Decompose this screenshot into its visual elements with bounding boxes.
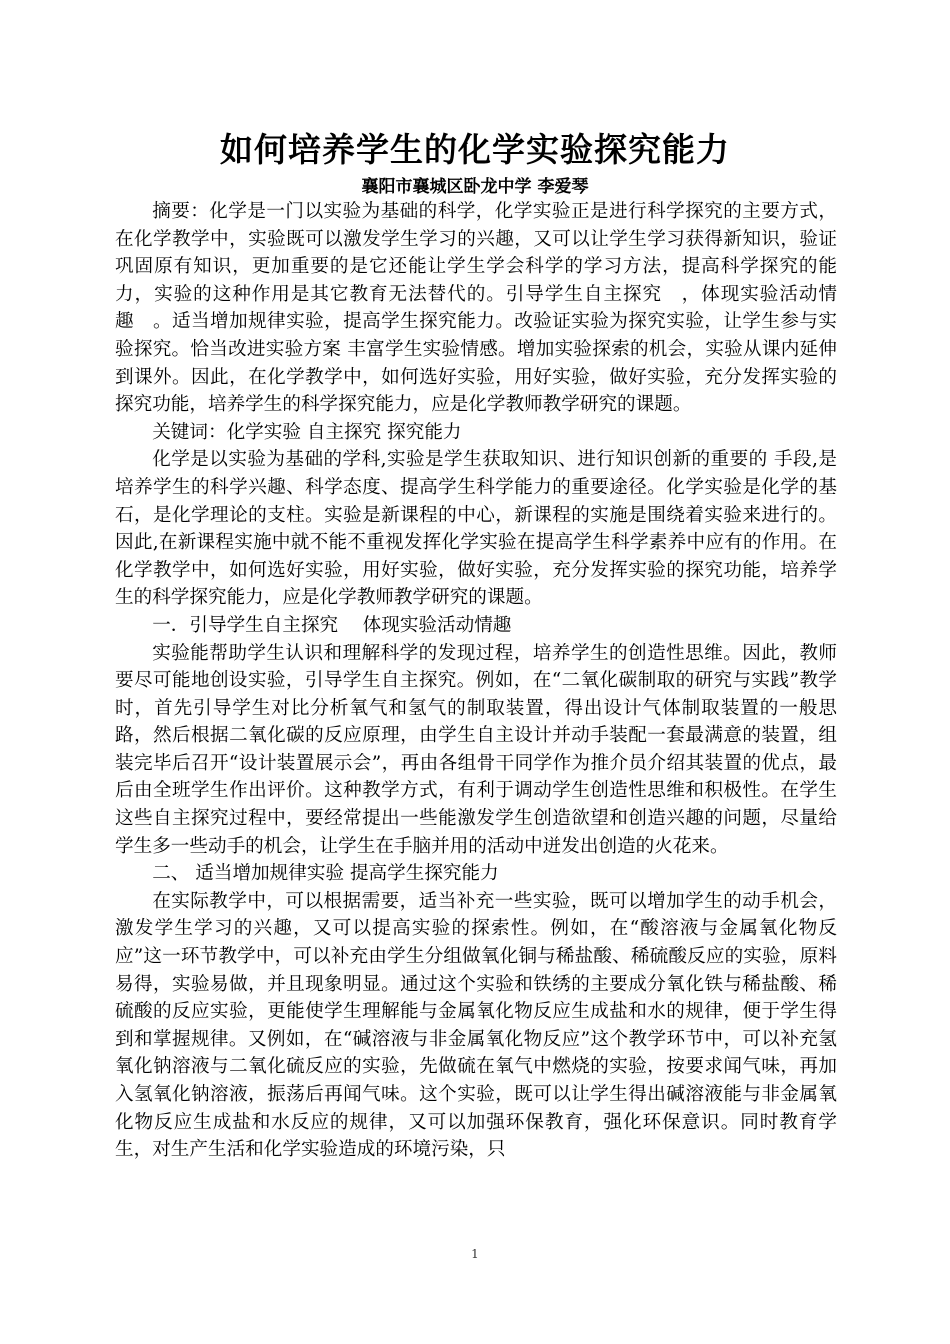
section-heading-2: 二、 适当增加规律实验 提高学生探究能力 bbox=[152, 863, 499, 885]
section-heading-1: 一．引导学生自主探究 体现实验活动情趣 bbox=[152, 614, 512, 636]
abstract-paragraph: 摘要：化学是一门以实验为基础的科学，化学实验正是进行科学探究的主要方式，在化学教学中，实验既可以激发学生学习的兴趣，又可以让学生学习获得新知识，验证巩固原有知识，更加重要的是它还能让学生学会科学的学习方法，提高科学探究的能力，实验的这种作用是其它教育无法替代的。引导学生自主探究 ，体现实验活动情趣 。适当增加规律实验，提高学生探究能力。改验证实验为探究实验，让学生参与实验探究。恰当改进实验方案 丰富学生实验情感。增加实验探索的机会，实验从课内延伸到课外。因此，在化学教学中，如何选好实验，用好实验，做好实验，充分发挥实验的探究功能，培养学生的科学探究能力，应是化学教师教学研究的课题。 bbox=[115, 201, 837, 416]
document-title: 如何培养学生的化学实验探究能力 bbox=[220, 130, 730, 169]
section-1-paragraph: 实验能帮助学生认识和理解科学的发现过程，培养学生的创造性思维。因此，教师要尽可能地创设实验，引导学生自主探究。例如，在“二氧化碳制取的研究与实践”教学时，首先引导学生对比分析氧气和氢气的制取装置，得出设计气体制取装置的一般思路，然后根据二氧化碳的反应原理，由学生自主设计并动手装配一套最满意的装置，组装完毕后召开“设计装置展示会”，再由各组骨干同学作为推介员介绍其装置的优点，最后由全班学生作出评价。这种教学方式，有利于调动学生创造性思维和积极性。在学生这些自主探究过程中，要经常提出一些能激发学生创造欲望和创造兴趣的问题，尽量给学生多一些动手的机会，让学生在手脑并用的活动中迸发出创造的火花来。 bbox=[115, 642, 837, 857]
page-number: 1 bbox=[471, 1247, 479, 1261]
author-line: 襄阳市襄城区卧龙中学 李爱琴 bbox=[361, 177, 589, 197]
keywords-paragraph: 关键词：化学实验 自主探究 探究能力 bbox=[152, 421, 462, 443]
intro-paragraph: 化学是以实验为基础的学科,实验是学生获取知识、进行知识创新的重要的 手段,是培养学生的科学兴趣、科学态度、提高学生科学能力的重要途径。化学实验是化学的基石，是化学理论的支柱。实验是新课程的中心，新课程的实施是围绕着实验来进行的。因此,在新课程实施中就不能不重视发挥化学实验在提高学生科学素养中应有的作用。在化学教学中，如何选好实验，用好实验，做好实验，充分发挥实验的探究功能，培养学生的科学探究能力，应是化学教师教学研究的课题。 bbox=[115, 449, 837, 609]
document-body bbox=[115, 198, 837, 1164]
section-2-paragraph: 在实际教学中，可以根据需要，适当补充一些实验，既可以增加学生的动手机会，激发学生学习的兴趣，又可以提高实验的探索性。例如，在“酸溶液与金属氧化物反应”这一环节教学中，可以补充由学生分组做氧化铜与稀盐酸、稀硫酸反应的实验，原料易得，实验易做，并且现象明显。通过这个实验和铁绣的主要成分氧化铁与稀盐酸、稀硫酸的反应实验，更能使学生理解能与金属氧化物反应生成盐和水的规律，便于学生得到和掌握规律。又例如，在“碱溶液与非金属氧化物反应”这个教学环节中，可以补充氢氧化钠溶液与二氧化硫反应的实验，先做硫在氧气中燃烧的实验，按要求闻气味，再加入氢氧化钠溶液，振荡后再闻气味。这个实验，既可以让学生得出碱溶液能与非金属氧化物反应生成盐和水反应的规律，又可以加强环保教育，强化环保意识。同时教育学生，对生产生活和化学实验造成的环境污染，只 bbox=[115, 890, 837, 1161]
